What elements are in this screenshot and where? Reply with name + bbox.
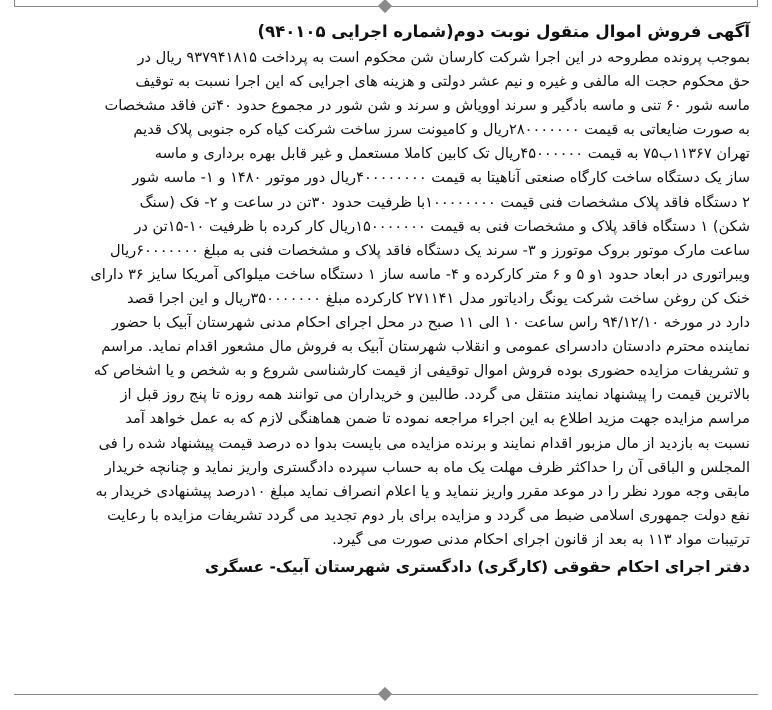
notice-line: به صورت ضایعاتی به قیمت ۲۸۰۰۰۰۰۰۰ریال و کامیونت سرز ساخت شرکت کیاه کره جنوبی پلاک قدیم <box>133 121 750 139</box>
notice-line: شکن) ۱ دستگاه فاقد پلاک و مشخصات فنی به قیمت ۱۵۰۰۰۰۰۰۰ریال کار کرده با ظرفیت ۱۰-۱۵تن در <box>134 217 750 235</box>
bottom-divider-ornament <box>378 687 392 701</box>
notice-line: ۲ دستگاه فاقد پلاک مشخصات فنی قیمت ۱۰۰۰۰۰۰۰۰با ظرفیت حدود ۳۰تن در ساعت و ۲- فک (سنگ <box>139 193 750 211</box>
notice-line: مابقی وجه مورد نظر را در موعد مقرر واریز ننماید و یا اعلام انصراف نماید مبلغ ۱۰درصد پیشنهادی خریدار به <box>95 482 750 500</box>
notice-line: تهران ۱۱۳۶۷ب۷۵ به قیمت ۴۵۰۰۰۰۰۰ریال تک کابین کاملا مستعمل و غیر قابل بهره برداری و ماسه <box>154 145 750 163</box>
notice-title: آگهی فروش اموال منقول نوبت دوم(شماره اجرایی ۹۴۰۱۰۵) <box>257 22 750 41</box>
notice-line: ترتیبات مواد ۱۱۳ به بعد از قانون اجرای احکام مدنی صورت می گیرد. <box>332 530 750 548</box>
auction-notice <box>22 20 750 580</box>
notice-line: دارد در مورخه ۹۴/۱۲/۱۰ راس ساعت ۱۰ الی ۱۱ صبح در محل اجرای احکام مدنی شهرستان آبیک با حضور <box>111 314 750 332</box>
notice-line: خنک کن روغن ساخت شرکت یونگ رادیاتور مدل ۲۷۱۱۴۱ کارکرده مبلغ ۳۵۰۰۰۰۰۰۰ریال و این اجرا قصد <box>126 289 750 307</box>
notice-line: ماسه شور ۶۰ تنی و ماسه بادگیر و سرند اوویاش و سرند و شن شور در مجموع حدود ۴۰تن فاقد مشخصات <box>104 97 750 115</box>
notice-line: حق محکوم حجت اله مالفی و غیره و نیم عشر دولتی و هزینه های اجرایی که این اجرا نسبت به توقیف <box>135 73 750 91</box>
notice-line: و تشریفات مزایده حضوری بوده فروش اموال توقیفی از قیمت کارشناسی شروع و به شخص و یا اشخاص که <box>93 362 750 380</box>
notice-line: ساعت مارک موتور بروک موتورز و ۳- سرند یک دستگاه فاقد پلاک و مشخصات فنی به مبلغ ۶۰۰۰۰۰۰۰ریال <box>110 241 750 259</box>
notice-line: المجلس و الباقی آن را حداکثر ظرف مهلت یک ماه به حساب سپرده دادگستری واریز نماید و چنانچه خریدار <box>104 458 750 476</box>
notice-signature: دفتر اجرای احکام حقوقی (کارگری) دادگستری شهرستان آبیک- عسگری <box>204 557 750 576</box>
notice-line: بالاترین قیمت را پیشنهاد نمایند منتقل می گردد. طالبین و خریداران می توانند همه روزه تا پنج روز قبل از <box>120 386 750 404</box>
notice-body <box>22 46 750 552</box>
notice-line: نسبت به بازدید از مال مزبور اقدام نمایند و برنده مزایده می بایست بدوا ده درصد قیمت پیشنهاد شده را فی <box>98 434 750 452</box>
top-divider-ornament <box>378 0 392 13</box>
notice-line: ساز یک دستگاه ساخت کارگاه صنعتی آناهیتا به قیمت ۴۰۰۰۰۰۰۰۰ریال دور موتور ۱۴۸۰ و ۱- ماسه شور <box>132 169 750 187</box>
notice-line: مراسم مزایده جهت مزید اطلاع به این اجراء مراجعه نموده تا ضمن هماهنگی لازم که به عمل خواهد آمد <box>125 410 750 428</box>
notice-line: بموجب پرونده مطروحه در این اجرا شرکت کارسان شن محکوم است به پرداخت ۹۳۷۹۴۱۸۱۵ ریال در <box>137 49 750 66</box>
notice-line: ویبراتوری در ابعاد حدود ۱و ۵ و ۶ متر کارکرده و ۴- ماسه ساز ۱ دستگاه ساخت میلواکی آمریکا سایز ۳۶ دارای <box>90 265 750 283</box>
notice-line: نفع دولت جمهوری اسلامی ضبط می گردد و مزایده برای بار دوم تجدید می گردد تشریفات مزایده با رعایت <box>107 506 750 524</box>
notice-line: نماینده محترم دادستان دادسرای عمومی و انقلاب شهرستان آبیک به فروش مال مشعور اقدام نماید. مراسم <box>101 338 750 356</box>
